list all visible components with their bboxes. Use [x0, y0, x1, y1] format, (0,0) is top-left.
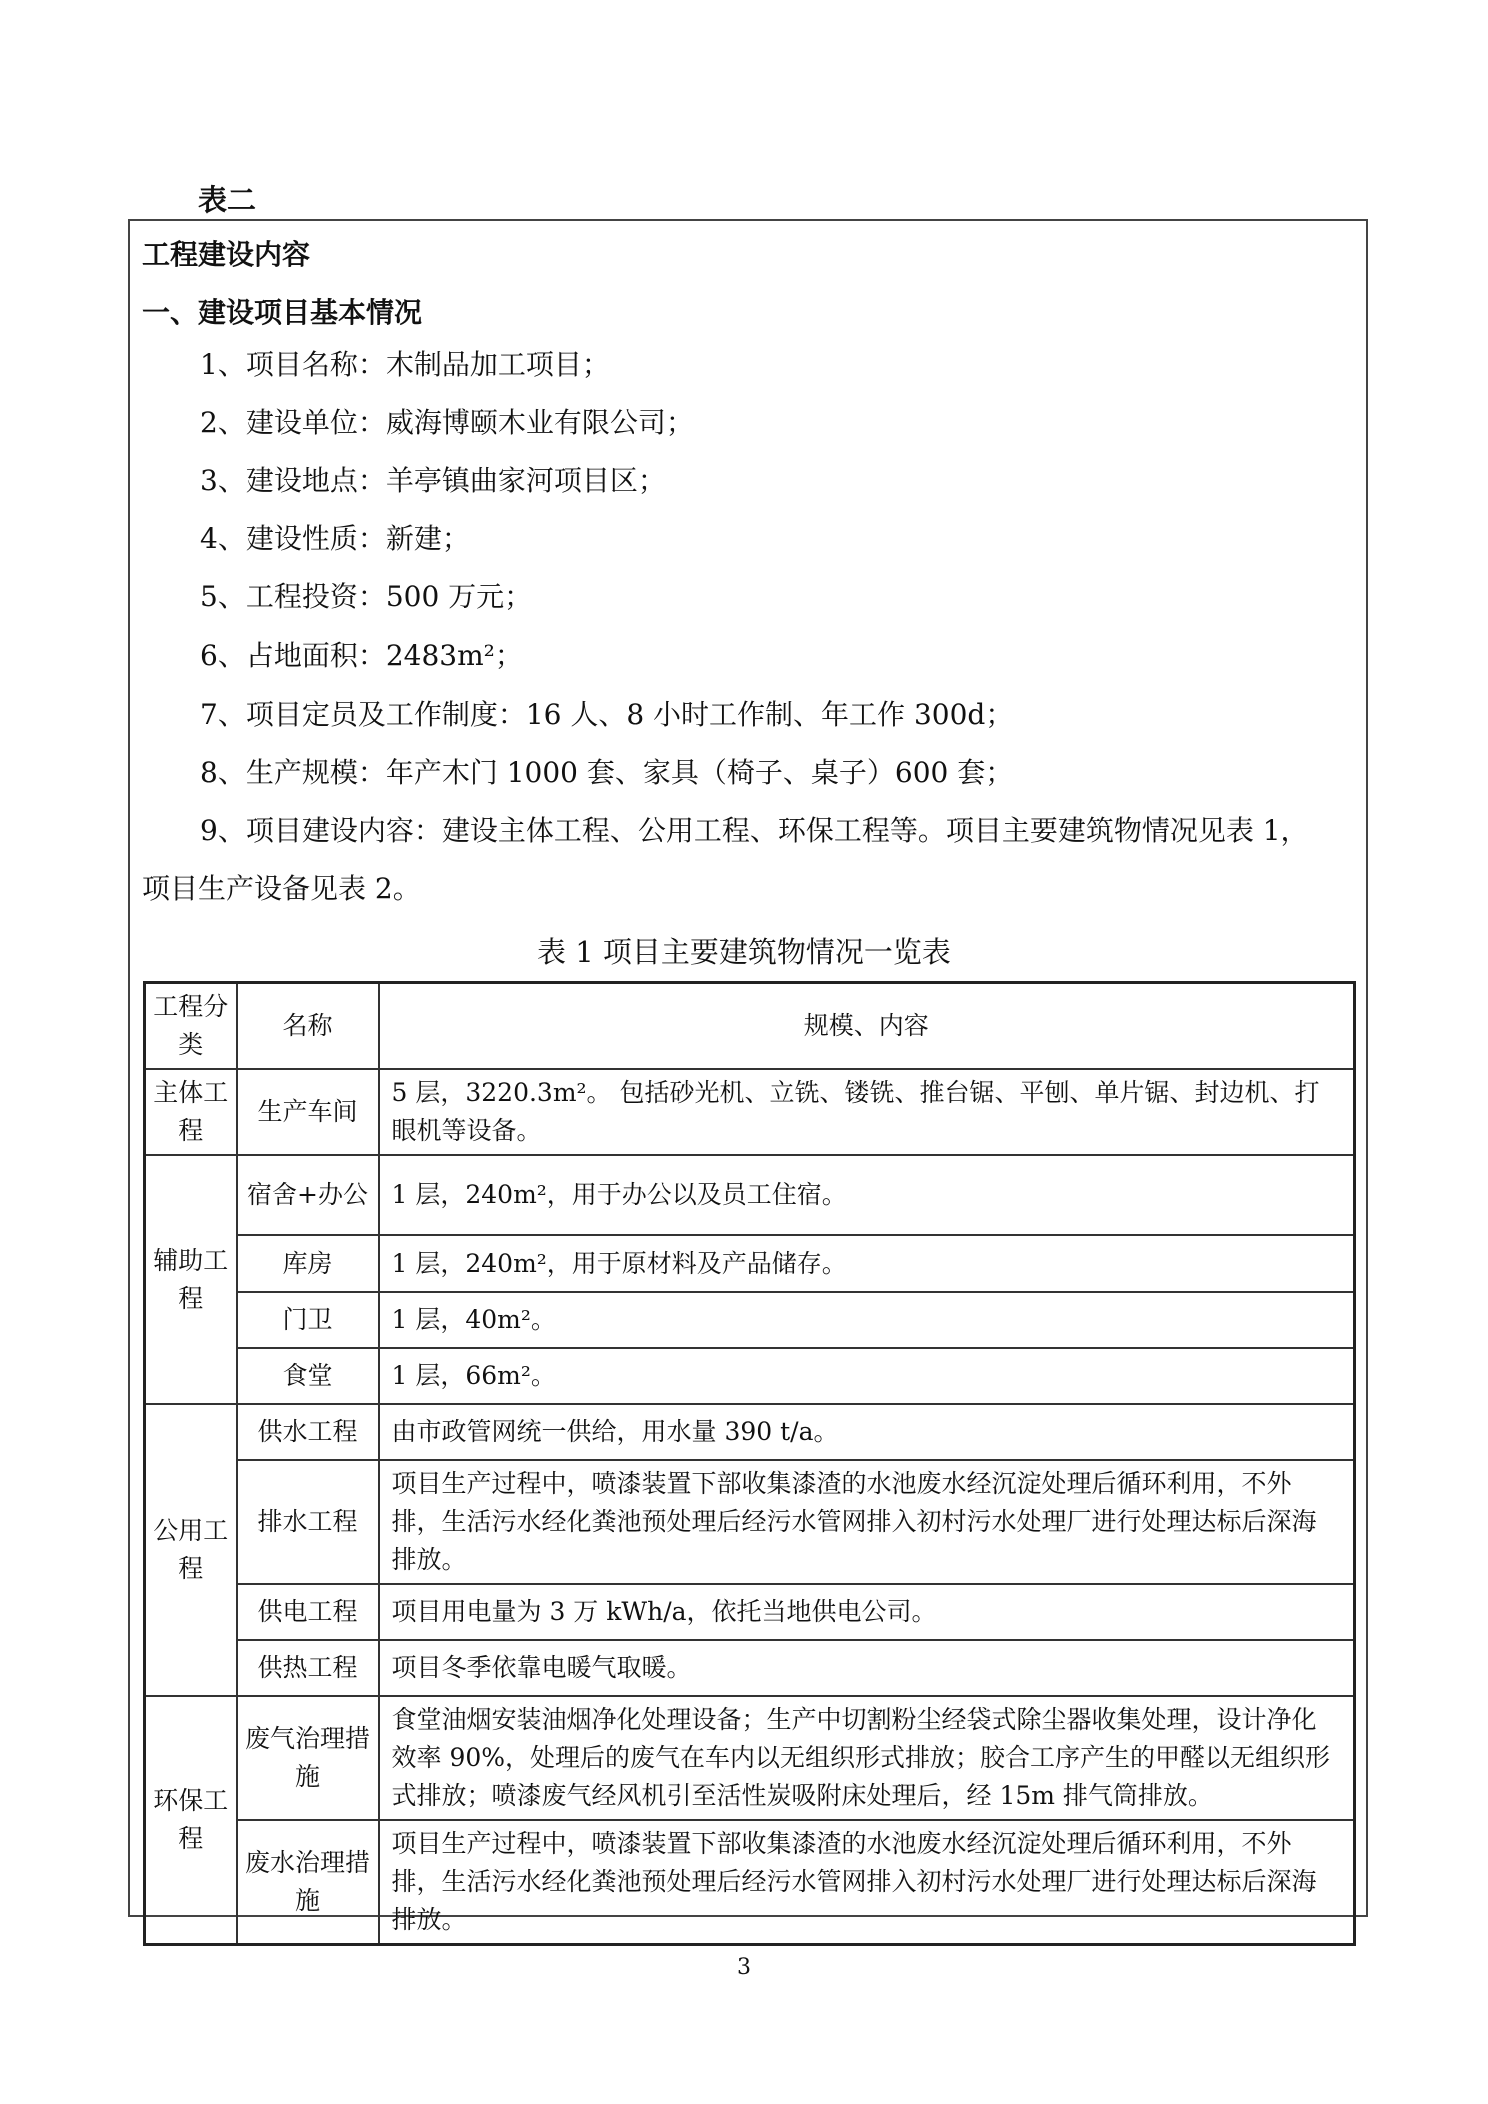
row-content: 1 层，66m²。	[379, 1348, 1355, 1404]
row-content: 项目用电量为 3 万 kWh/a，依托当地供电公司。	[379, 1584, 1355, 1640]
row-name: 排水工程	[237, 1460, 379, 1584]
header-name: 名称	[237, 983, 379, 1070]
buildings-table	[143, 981, 1356, 1946]
item-project-name: 1、项目名称：木制品加工项目；	[200, 348, 610, 381]
item-area: 6、占地面积：2483m²；	[200, 639, 523, 672]
table-row	[145, 1292, 1355, 1348]
table-label: 表二	[198, 183, 257, 217]
item-scale: 8、生产规模：年产木门 1000 套、家具（椅子、桌子）600 套；	[200, 756, 1014, 789]
category-main: 主体工程	[145, 1069, 237, 1155]
item-investment: 5、工程投资：500 万元；	[200, 580, 533, 613]
row-name: 废气治理措施	[237, 1696, 379, 1820]
row-name: 供水工程	[237, 1404, 379, 1460]
row-name: 门卫	[237, 1292, 379, 1348]
item-content-continued: 项目生产设备见表 2。	[142, 872, 421, 905]
row-content: 1 层，240m²，用于原材料及产品储存。	[379, 1235, 1355, 1292]
row-name: 食堂	[237, 1348, 379, 1404]
table-row	[145, 1155, 1355, 1235]
row-name: 供热工程	[237, 1640, 379, 1696]
page-number: 3	[737, 1955, 751, 1980]
row-content: 1 层，240m²，用于办公以及员工住宿。	[379, 1155, 1355, 1235]
category-environmental: 环保工程	[145, 1696, 237, 1945]
row-name: 宿舍+办公	[237, 1155, 379, 1235]
item-nature: 4、建设性质：新建；	[200, 522, 470, 555]
header-category: 工程分类	[145, 983, 237, 1070]
table-header-row	[145, 983, 1355, 1070]
row-content: 项目冬季依靠电暖气取暖。	[379, 1640, 1355, 1696]
row-name: 库房	[237, 1235, 379, 1292]
category-auxiliary: 辅助工程	[145, 1155, 237, 1404]
row-name: 生产车间	[237, 1069, 379, 1155]
row-content: 食堂油烟安装油烟净化处理设备；生产中切割粉尘经袋式除尘器收集处理，设计净化效率 90%，处理后的废气在车内以无组织形式排放；胶合工序产生的甲醛以无组织形式排放；喷漆废气经风机引至活性炭吸附床处理后，经 15m 排气筒排放。	[379, 1696, 1355, 1820]
table-row	[145, 1696, 1355, 1820]
row-content: 1 层，40m²。	[379, 1292, 1355, 1348]
table-row	[145, 1640, 1355, 1696]
row-content: 项目生产过程中，喷漆装置下部收集漆渣的水池废水经沉淀处理后循环利用，不外排，生活污水经化粪池预处理后经污水管网排入初村污水处理厂进行处理达标后深海排放。	[379, 1820, 1355, 1945]
row-name: 供电工程	[237, 1584, 379, 1640]
header-content: 规模、内容	[379, 983, 1355, 1070]
table-row	[145, 1348, 1355, 1404]
section-subheading: 一、建设项目基本情况	[142, 296, 423, 329]
section-heading: 工程建设内容	[142, 238, 311, 271]
row-content: 项目生产过程中，喷漆装置下部收集漆渣的水池废水经沉淀处理后循环利用，不外排，生活污水经化粪池预处理后经污水管网排入初村污水处理厂进行处理达标后深海排放。	[379, 1460, 1355, 1584]
item-builder: 2、建设单位：威海博颐木业有限公司；	[200, 406, 694, 439]
table-row	[145, 1460, 1355, 1584]
row-content: 5 层，3220.3m²。 包括砂光机、立铣、镂铣、推台锯、平刨、单片锯、封边机、打眼机等设备。	[379, 1069, 1355, 1155]
table-row	[145, 1584, 1355, 1640]
table-row	[145, 1235, 1355, 1292]
table-row	[145, 1820, 1355, 1945]
category-public: 公用工程	[145, 1404, 237, 1696]
item-content: 9、项目建设内容：建设主体工程、公用工程、环保工程等。项目主要建筑物情况见表 1，	[200, 814, 1309, 847]
row-name: 废水治理措施	[237, 1820, 379, 1945]
item-staffing: 7、项目定员及工作制度：16 人、8 小时工作制、年工作 300d；	[200, 698, 1014, 731]
table-caption: 表 1 项目主要建筑物情况一览表	[537, 935, 951, 969]
table-row	[145, 1404, 1355, 1460]
item-location: 3、建设地点：羊亭镇曲家河项目区；	[200, 464, 666, 497]
table-row	[145, 1069, 1355, 1155]
row-content: 由市政管网统一供给，用水量 390 t/a。	[379, 1404, 1355, 1460]
